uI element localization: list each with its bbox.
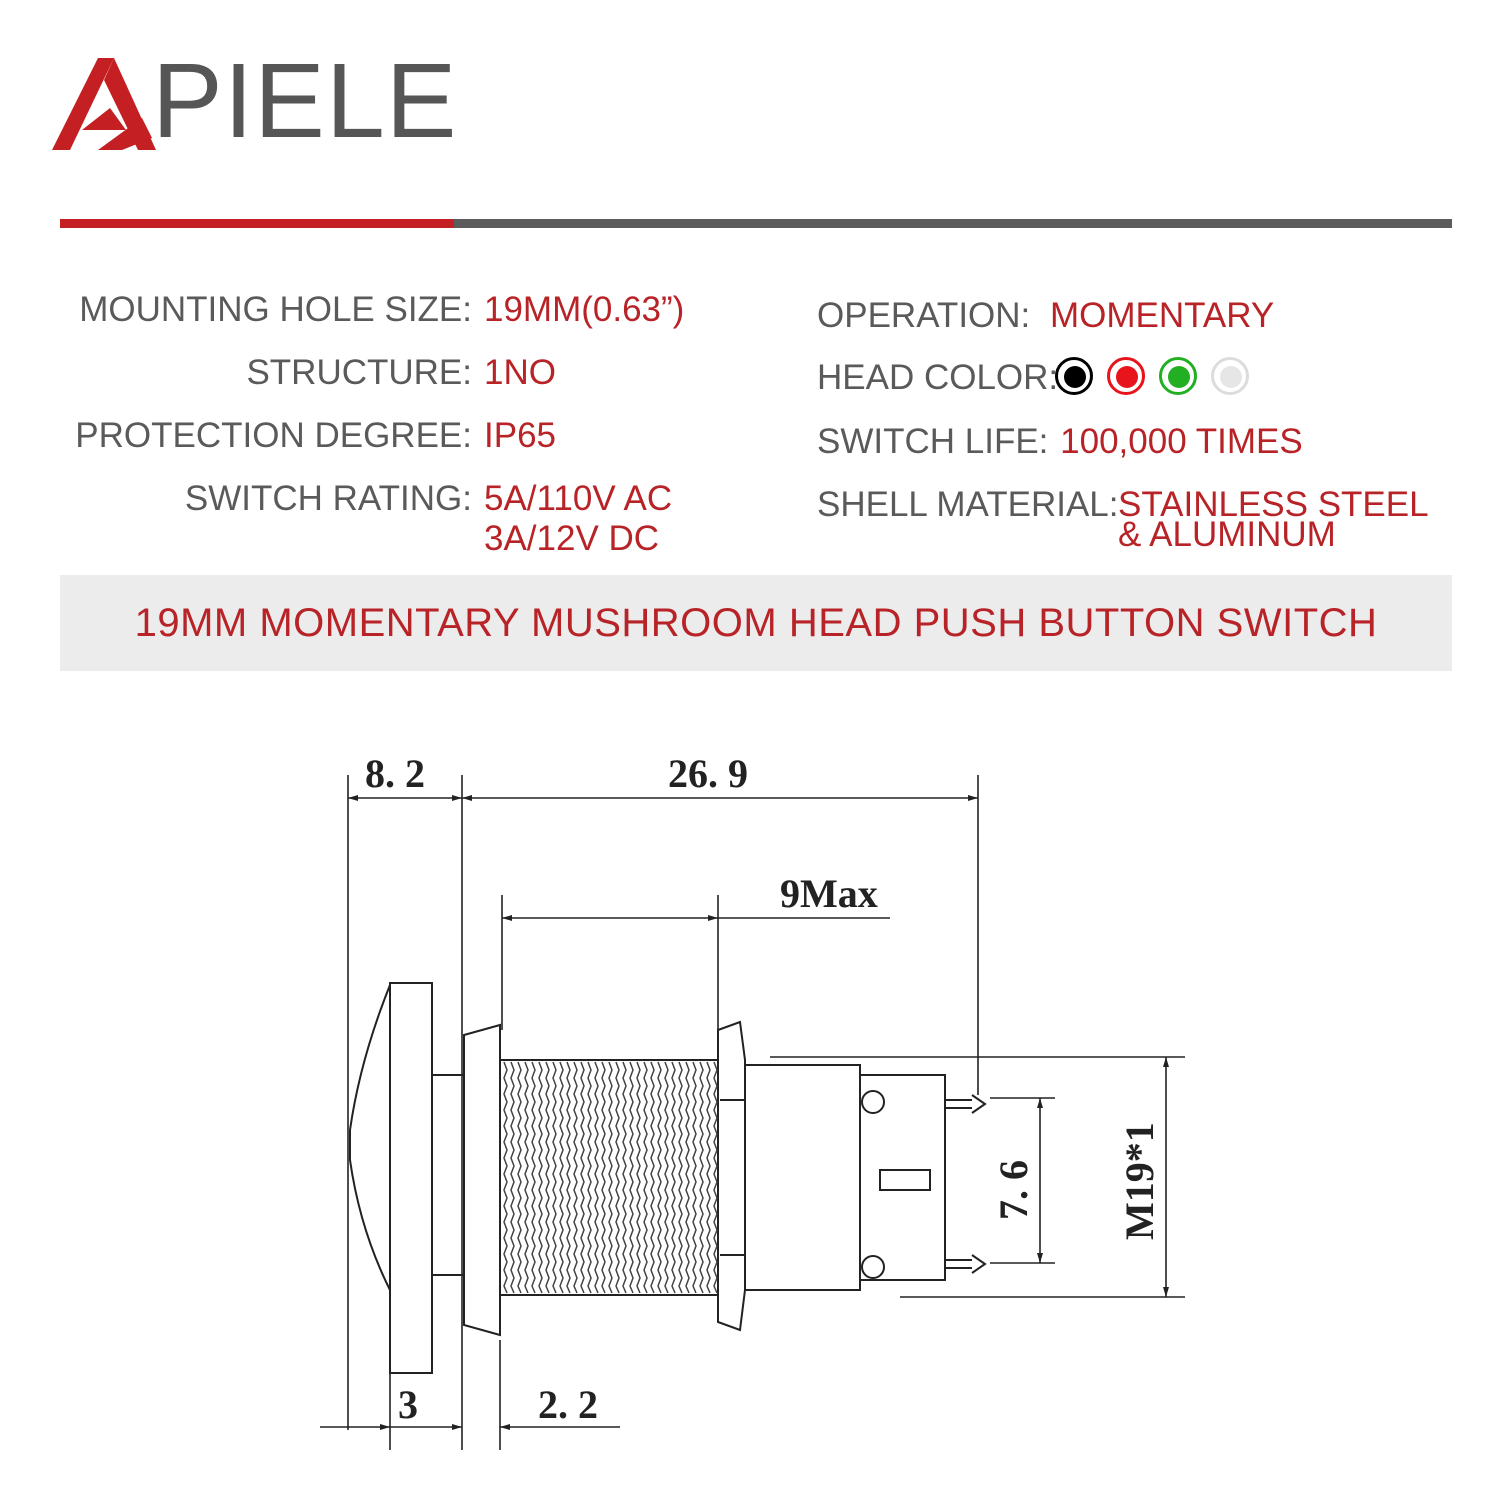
thread-line [574, 1062, 577, 1293]
thread-line [602, 1062, 605, 1293]
thread-line [539, 1062, 542, 1293]
spec-operation-label: OPERATION: [817, 296, 1031, 335]
color-swatch-white [1211, 357, 1249, 395]
thread-line [679, 1062, 682, 1293]
spec-structure-value: 1NO [484, 353, 556, 392]
spec-shell-material [817, 485, 1118, 525]
thread-line [644, 1062, 647, 1293]
spec-shell-material-value: STAINLESS STEEL [1118, 485, 1429, 524]
dim-cap-thickness: 3 [398, 1382, 418, 1427]
thread-line [560, 1062, 563, 1293]
spec-mounting-hole-value: 19MM(0.63”) [484, 290, 685, 329]
spec-protection-label: PROTECTION DEGREE: [75, 416, 472, 455]
product-title-banner [60, 575, 1452, 671]
thread-line [518, 1062, 521, 1293]
brand-logo-mark-icon [52, 58, 156, 150]
spec-shell-material-value-2: & ALUMINUM [1118, 515, 1336, 554]
spec-rating-value-dc: 3A/12V DC [484, 519, 660, 558]
color-swatch-red [1107, 357, 1145, 395]
thread-line [658, 1062, 661, 1293]
spec-protection-value: IP65 [484, 416, 556, 455]
spec-rating-value-ac: 5A/110V AC [484, 479, 673, 518]
thread-line [665, 1062, 668, 1293]
spec-rating-label: SWITCH RATING: [184, 479, 472, 518]
thread-line [637, 1062, 640, 1293]
thread-line [532, 1062, 535, 1293]
dim-thread-length: 9Max [780, 871, 878, 916]
header-rule-accent [60, 219, 454, 228]
header-rule [454, 219, 1452, 228]
dim-terminal-spacing: 7. 6 [991, 1160, 1036, 1220]
thread-line [686, 1062, 689, 1293]
thread-line [707, 1062, 710, 1293]
spec-operation [817, 296, 1274, 336]
brand-name: PIELE [152, 42, 458, 160]
spec-head-color [817, 358, 1058, 398]
dim-thread-spec: M19*1 [1117, 1122, 1162, 1240]
dimension-drawing [300, 730, 1220, 1460]
dim-overall-length: 26. 9 [668, 751, 748, 796]
product-title: 19MM MOMENTARY MUSHROOM HEAD PUSH BUTTON SWITCH [134, 601, 1378, 645]
thread-line [504, 1062, 507, 1293]
thread-line [546, 1062, 549, 1293]
thread-line [630, 1062, 633, 1293]
thread-line [553, 1062, 556, 1293]
spec-switch-life [817, 422, 1303, 462]
spec-switch-life-value: 100,000 TIMES [1060, 422, 1303, 461]
spec-structure-label: STRUCTURE: [246, 353, 472, 392]
spec-mounting-hole-label: MOUNTING HOLE SIZE: [79, 290, 472, 329]
thread-line [714, 1062, 717, 1293]
color-swatch-green [1159, 357, 1197, 395]
thread-line [567, 1062, 570, 1293]
thread-line [609, 1062, 612, 1293]
thread-line [588, 1062, 591, 1293]
thread-line [595, 1062, 598, 1293]
color-swatch-black [1055, 357, 1093, 395]
thread-line [700, 1062, 703, 1293]
dim-flange-thickness: 2. 2 [538, 1382, 598, 1427]
thread-line [581, 1062, 584, 1293]
spec-switch-life-label: SWITCH LIFE: [817, 422, 1049, 461]
thread-line [672, 1062, 675, 1293]
thread-line [623, 1062, 626, 1293]
thread-line [651, 1062, 654, 1293]
thread-line [511, 1062, 514, 1293]
spec-head-color-label: HEAD COLOR: [817, 358, 1059, 397]
dim-head-width: 8. 2 [365, 751, 425, 796]
spec-operation-value: MOMENTARY [1050, 296, 1275, 335]
thread-line [693, 1062, 696, 1293]
spec-shell-material-label: SHELL MATERIAL: [817, 485, 1119, 524]
thread-line [525, 1062, 528, 1293]
thread-line [616, 1062, 619, 1293]
